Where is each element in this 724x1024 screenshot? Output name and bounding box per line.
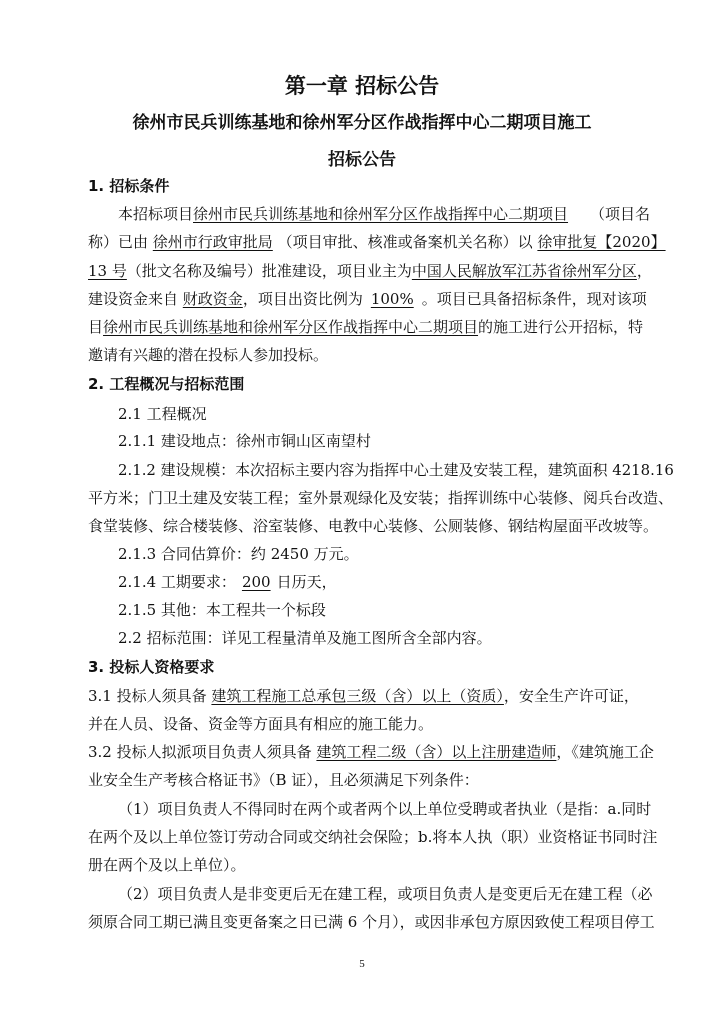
s2-line-5: 食堂装修、综合楼装修、浴室装修、电教中心装修、公厕装修、钢结构屋面平改坡等。 bbox=[88, 517, 659, 535]
s3-line-8: （2）项目负责人是非变更后无在建工程，或项目负责人是变更后无在建工程（必 bbox=[118, 885, 653, 903]
fund-ratio-field: 100% bbox=[370, 290, 414, 308]
text: （批文名称及编号）批准建设，项目业主为 bbox=[126, 262, 412, 280]
s2-line-7 bbox=[118, 572, 337, 592]
approval-number-field: 徐审批复【2020】 bbox=[537, 233, 666, 251]
s1-line-6: 邀请有兴趣的潜在投标人参加投标。 bbox=[88, 346, 329, 364]
project-name-field-2: 徐州市民兵训练基地和徐州军分区作战指挥中心二期项目 bbox=[103, 318, 479, 336]
section-2-heading: 2. 工程概况与招标范围 bbox=[88, 375, 245, 393]
fund-source-field: 财政资金 bbox=[182, 290, 243, 308]
s2-line-1: 2.1 工程概况 bbox=[118, 405, 207, 423]
text: 的施工进行公开招标，特 bbox=[478, 318, 644, 336]
chapter-title: 第一章 招标公告 bbox=[284, 74, 440, 98]
owner-field: 中国人民解放军江苏省徐州军分区 bbox=[411, 262, 637, 280]
approval-authority-field: 徐州市行政审批局 bbox=[152, 233, 273, 251]
text: （项目审批、核准或备案机关名称）以 bbox=[277, 233, 533, 251]
project-title: 徐州市民兵训练基地和徐州军分区作战指挥中心二期项目施工 bbox=[132, 113, 592, 133]
qualification-field: 建筑工程施工总承包三级（含）以上（资质） bbox=[211, 687, 504, 705]
s3-line-5: （1）项目负责人不得同时在两个或者两个以上单位受聘或者执业（是指：a.同时 bbox=[118, 800, 652, 818]
text: （项目名 bbox=[590, 205, 651, 223]
s3-line-1 bbox=[88, 686, 639, 706]
s3-line-6: 在两个及以上单位签订劳动合同或交纳社会保险；b.将本人执（职）业资格证书同时注 bbox=[88, 828, 658, 846]
text: 3.1 投标人须具备 bbox=[88, 687, 207, 705]
text: 日历天， bbox=[276, 573, 337, 591]
text: 2.1.4 工期要求： bbox=[118, 573, 236, 591]
s3-line-9: 须原合同工期已满且变更备案之日已满 6 个月），或因非承包方原因致使工程项目停工 bbox=[88, 913, 655, 931]
s3-line-2: 并在人员、设备、资金等方面具有相应的施工能力。 bbox=[88, 715, 434, 733]
s2-line-8: 2.1.5 其他：本工程共一个标段 bbox=[118, 601, 326, 619]
text: ，《建筑施工企 bbox=[556, 743, 654, 761]
text: 目 bbox=[88, 318, 104, 336]
text: ， bbox=[636, 262, 652, 280]
text: 本招标项目 bbox=[118, 205, 194, 223]
s2-line-2: 2.1.1 建设地点：徐州市铜山区南望村 bbox=[118, 432, 371, 450]
text: ，安全生产许可证， bbox=[503, 687, 639, 705]
text: ，项目出资比例为 bbox=[242, 290, 363, 308]
s3-line-3 bbox=[88, 742, 654, 762]
s3-line-4: 业安全生产考核合格证书》（B 证），且必须满足下列条件： bbox=[88, 771, 479, 789]
s1-line-5 bbox=[88, 317, 643, 337]
section-3-heading: 3. 投标人资格要求 bbox=[88, 658, 215, 676]
s2-line-6: 2.1.3 合同估算价：约 2450 万元。 bbox=[118, 545, 359, 563]
project-name-field: 徐州市民兵训练基地和徐州军分区作战指挥中心二期项目 bbox=[193, 205, 569, 223]
s1-line-4 bbox=[88, 289, 647, 309]
s1-line-3 bbox=[88, 261, 652, 281]
text: 3.2 投标人拟派项目负责人须具备 bbox=[88, 743, 312, 761]
section-1-heading: 1. 招标条件 bbox=[88, 177, 170, 195]
s1-line-1 bbox=[118, 204, 650, 224]
manager-qualification-field: 建筑工程二级（含）以上注册建造师 bbox=[316, 743, 557, 761]
text: 称）已由 bbox=[88, 233, 149, 251]
s3-line-7: 册在两个及以上单位）。 bbox=[88, 856, 246, 874]
page-number: 5 bbox=[359, 958, 365, 970]
s2-line-4: 平方米；门卫土建及安装工程；室外景观绿化及安装；指挥训练中心装修、阅兵台改造、 bbox=[88, 489, 674, 507]
duration-field: 200 bbox=[241, 573, 271, 591]
notice-title: 招标公告 bbox=[328, 150, 396, 170]
text: 。项目已具备招标条件，现对该项 bbox=[421, 290, 647, 308]
approval-number-field-2: 13 号 bbox=[88, 262, 127, 280]
s2-line-3: 2.1.2 建设规模：本次招标主要内容为指挥中心土建及安装工程，建筑面积 4218.16 bbox=[118, 461, 674, 479]
s2-line-9: 2.2 招标范围：详见工程量清单及施工图所含全部内容。 bbox=[118, 629, 492, 647]
text: 建设资金来自 bbox=[88, 290, 179, 308]
s1-line-2 bbox=[88, 232, 666, 252]
